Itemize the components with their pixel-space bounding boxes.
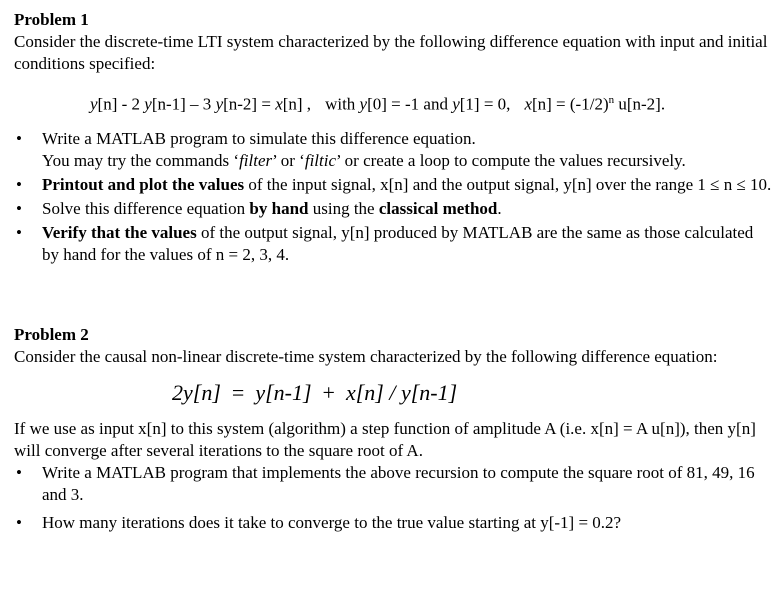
document-page (14, 0, 774, 536)
eq-text: [n-1] – 3 (151, 94, 216, 114)
eq-text: [0] = -1 and (367, 94, 453, 114)
eq-symbol: y (215, 94, 224, 114)
bullet-icon: • (16, 462, 22, 482)
bullet-icon: • (16, 174, 22, 194)
bullet-bold-text: by hand (249, 198, 309, 218)
bullet-icon: • (16, 512, 22, 532)
eq-term: 2y[n] (172, 379, 221, 405)
eq-exponent: n (608, 94, 615, 106)
problem-1-bullet-list (14, 128, 774, 266)
eq-text: [n] , (282, 94, 312, 114)
eq-text: with (325, 94, 360, 114)
eq-term: y[n-1] (255, 379, 312, 405)
bullet-icon: • (16, 128, 22, 148)
bullet-text: Write a MATLAB program to simulate this difference equation. (42, 128, 476, 148)
bullet-text: Write a MATLAB program that implements the above recursion to compute the square root of 81, 49, 16 and 3. (42, 462, 755, 504)
command-filtic: filtic (304, 150, 337, 170)
problem-2-equation (172, 378, 774, 408)
problem-2-section (14, 324, 774, 534)
eq-symbol: x (275, 94, 283, 114)
bullet-bold-text: Printout and plot the values (42, 174, 245, 194)
eq-symbol: x (524, 94, 532, 114)
problem-2-title: Problem 2 (14, 324, 89, 344)
list-item (14, 174, 774, 196)
eq-symbol: y (359, 94, 368, 114)
bullet-text: using the (308, 198, 379, 218)
eq-text: u[n-2]. (614, 94, 666, 114)
eq-text: [n] - 2 (97, 94, 145, 114)
problem-1-equation (90, 89, 774, 116)
bullet-text: ’ or ‘ (272, 150, 305, 170)
bullet-text: How many iterations does it take to converge to the true value starting at y[-1] = 0.2? (42, 512, 622, 532)
problem-2-bullet-list (14, 462, 774, 534)
bullet-text: . (497, 198, 502, 218)
list-item (14, 128, 774, 172)
eq-text: [n] = (-1/2) (531, 94, 609, 114)
problem-1-section (14, 9, 774, 266)
eq-text: [1] = 0, (459, 94, 511, 114)
eq-text: [n-2] = (223, 94, 276, 114)
bullet-text: of the input signal, x[n] and the output signal, y[n] over the range 1 ≤ n ≤ 10. (244, 174, 772, 194)
problem-1-intro: Consider the discrete-time LTI system characterized by the following difference equation with input and initial conditions specified: (14, 32, 768, 73)
eq-term: x[n] / y[n-1] (345, 379, 458, 405)
bullet-bold-text: Verify that the values (42, 222, 197, 242)
bullet-text: You may try the commands ‘ (42, 150, 240, 170)
eq-symbol: y (144, 94, 152, 114)
list-item (14, 198, 774, 220)
eq-symbol: y (90, 94, 98, 114)
eq-operator: = (231, 379, 245, 405)
bullet-text: ’ or create a loop to compute the values recursively. (336, 150, 686, 170)
command-filter: filter (239, 150, 273, 170)
eq-symbol: y (452, 94, 460, 114)
bullet-icon: • (16, 198, 22, 218)
bullet-text: Solve this difference equation (42, 198, 250, 218)
eq-operator: + (322, 379, 335, 405)
list-item (14, 462, 774, 506)
list-item (14, 512, 774, 534)
bullet-bold-text: classical method (378, 198, 498, 218)
bullet-text: of the output signal, y[n] produced by MATLAB are the same as those calculated by hand for the values of n = 2, 3, 4. (42, 222, 754, 264)
list-item (14, 222, 774, 266)
bullet-icon: • (16, 222, 22, 242)
problem-1-title: Problem 1 (14, 10, 89, 29)
problem-2-paragraph: If we use as input x[n] to this system (algorithm) a step function of amplitude A (i.e. x[n] = A u[n]), then y[n] will converge after several iterations to the square root of A. (14, 418, 756, 460)
problem-2-intro: Consider the causal non-linear discrete-time system characterized by the following difference equation: (14, 346, 718, 366)
